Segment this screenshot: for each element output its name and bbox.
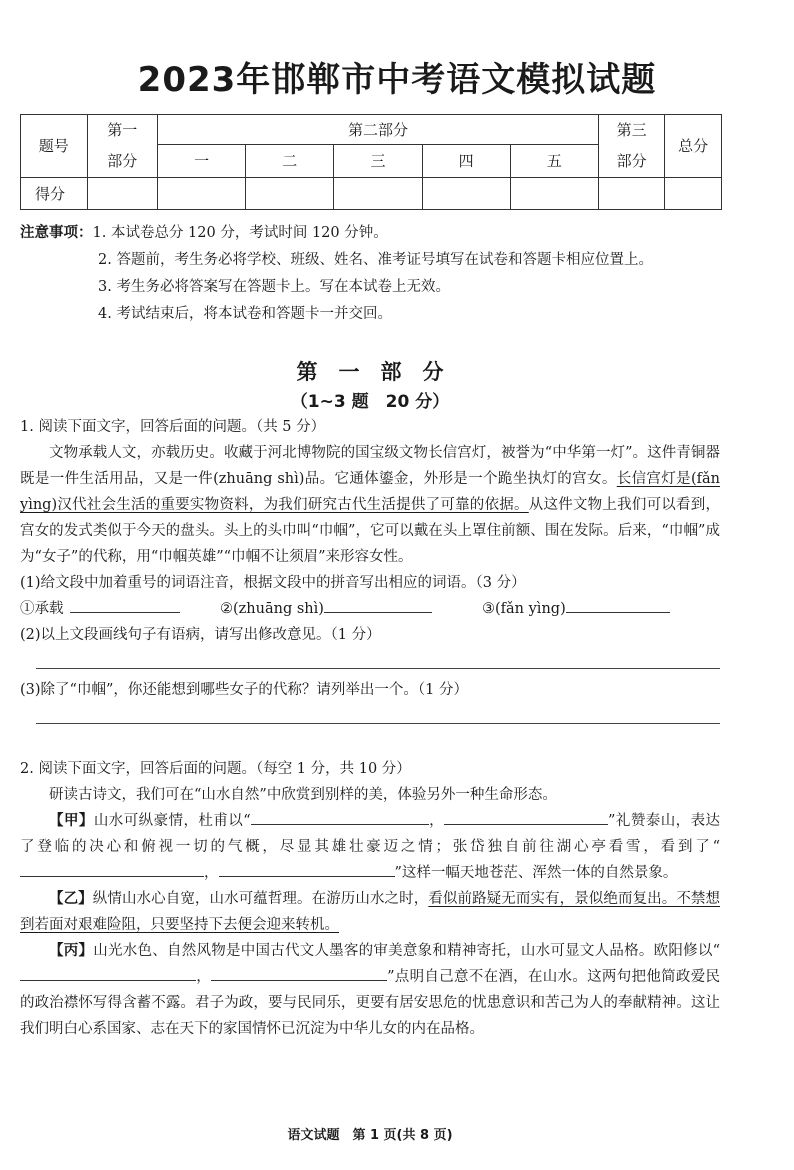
- score-input-s1[interactable]: [157, 177, 245, 209]
- q1-options: [20, 596, 720, 622]
- sub-2: 二: [246, 145, 334, 177]
- q2-comma-3: ，: [196, 969, 212, 985]
- q1-opt2-blank[interactable]: [324, 596, 432, 613]
- part1-cell: 第一: [87, 115, 157, 145]
- q2-bing: [20, 938, 720, 1042]
- score-input-s2[interactable]: [246, 177, 334, 209]
- question-2: [20, 756, 720, 1042]
- q2-stem: 2. 阅读下面文字，回答后面的问题。（每空 1 分，共 10 分）: [20, 761, 411, 777]
- q1-passage: [20, 440, 720, 570]
- q2-comma-1: ，: [428, 813, 445, 829]
- part3-cell: 第三: [598, 115, 664, 145]
- total-cell: 总分: [665, 115, 722, 178]
- score-input-total[interactable]: [665, 177, 722, 209]
- q1-sub3: (3)除了“巾帼”，你还能想到哪些女子的代称？请列举出一个。（1 分）: [20, 682, 468, 698]
- part1-title: 第 一 部 分: [296, 360, 444, 384]
- part1b-cell: 部分: [87, 145, 157, 177]
- note-1: 1. 本试卷总分 120 分，考试时间 120 分钟。: [92, 225, 388, 241]
- note-2: 2. 答题前，考生务必将学校、班级、姓名、准考证号填写在试卷和答题卡相应位置上。: [98, 252, 653, 268]
- note-3: 3. 考生务必将答案写在答题卡上。写在本试卷上无效。: [98, 279, 450, 295]
- notes: [20, 220, 653, 328]
- score-input-p1[interactable]: [87, 177, 157, 209]
- q2-intro: 研读古诗文，我们可在“山水自然”中欣赏到别样的美，体验另外一种生命形态。: [49, 787, 557, 803]
- q2-jia-label: 【甲】: [49, 812, 94, 829]
- q1-opt1-label: ①承载: [20, 601, 64, 617]
- page-title: 2023年邯郸市中考语文模拟试题: [137, 60, 657, 100]
- q1-opt1-blank[interactable]: [70, 596, 180, 613]
- part3b-cell: 部分: [598, 145, 664, 177]
- q1-sub3-answer-line[interactable]: [36, 709, 720, 724]
- page-footer: 语文试题 第 1 页(共 8 页): [287, 1128, 453, 1143]
- q1-sub1: (1)给文段中加着重号的词语注音，根据文段中的拼音写出相应的词语。（3 分）: [20, 575, 526, 591]
- q2-blank-6[interactable]: [211, 964, 387, 981]
- score-input-p3[interactable]: [598, 177, 664, 209]
- q1-opt3-label: ③(fǎn yìng): [482, 601, 566, 617]
- q2-blank-3[interactable]: [20, 860, 204, 877]
- q2-bing-a: 山光水色、自然风物是中国古代文人墨客的审美意象和精神寄托，山水可显文人品格。欧阳修以“: [93, 943, 720, 959]
- sub-1: 一: [157, 145, 245, 177]
- q1-sub2: (2)以上文段画线句子有语病，请写出修改意见。（1 分）: [20, 627, 381, 643]
- q2-yi-underlined: 看似前路疑无而实有，景似绝而复出。不禁想到若面对艰难险阻，只要坚持下去便会迎来转机。: [20, 891, 721, 933]
- q1-sub2-answer-line[interactable]: [36, 654, 720, 669]
- score-table: [20, 114, 722, 210]
- q1-passage-b: 从这件文物上我们可以看到，宫女的发式类似于今天的盘头。头上的头巾叫“巾帼”，它可以戴在头上罩住前额、围在发际。后来，“巾帼”成为“女子”的代称，用“巾帼英雄”“巾帼不让须眉”来形容女性。: [20, 497, 721, 565]
- q1-opt2-label: ②(zhuāng shì): [220, 601, 324, 617]
- q2-jia: [20, 808, 720, 886]
- sub-5: 五: [510, 145, 598, 177]
- q2-yi-a: 纵情山水心自宽，山水可蕴哲理。在游历山水之时，: [92, 891, 429, 907]
- part1-subtitle: （1~3 题 20 分）: [290, 392, 450, 412]
- score-input-s4[interactable]: [422, 177, 510, 209]
- q2-jia-a: 山水可纵豪情，杜甫以“: [93, 813, 251, 829]
- note-4: 4. 考试结束后，将本试卷和答题卡一并交回。: [98, 306, 392, 322]
- q1-opt3-blank[interactable]: [566, 596, 670, 613]
- defen-cell: 得分: [21, 177, 88, 209]
- part2-cell: 第二部分: [157, 115, 598, 145]
- tihao-cell: 题号: [21, 115, 88, 178]
- q2-comma-2: ，: [204, 865, 219, 881]
- question-1: [20, 414, 720, 732]
- q2-yi: [20, 886, 720, 938]
- q1-underlined-sentence: 长信宫灯是(fǎn yìng)汉代社会生活的重要实物资料，为我们研究古代生活提供了可靠的依据。: [20, 471, 721, 513]
- q1-stem: 1. 阅读下面文字，回答后面的问题。（共 5 分）: [20, 419, 326, 435]
- q2-bing-label: 【丙】: [49, 942, 94, 959]
- q2-jia-c: ”这样一幅天地苍茫、浑然一体的自然景象。: [394, 865, 678, 881]
- notes-label: 注意事项：: [20, 225, 93, 241]
- q2-yi-label: 【乙】: [49, 890, 93, 907]
- q2-bing-b: ”点明自己意不在酒，在山水。这两句把他简政爱民的政治襟怀写得含蓄不露。君子为政，要与民同乐，更要有居安思危的忧患意识和苦己为人的奉献精神。这让我们明白心系国家、志在天下的家国情怀已沉淀为中华儿女的内在品格。: [20, 969, 720, 1037]
- q1-passage-a: 文物承载人文，亦载历史。收藏于河北博物院的国宝级文物长信宫灯，被誉为“中华第一灯”。这件青铜器既是一件生活用品，又是一件(zhuāng shì)品。它通体鎏金，外形是一个跪坐执灯的宫女。: [20, 445, 720, 487]
- score-input-s5[interactable]: [510, 177, 598, 209]
- q2-blank-5[interactable]: [20, 964, 196, 981]
- q2-jia-b: ”礼赞泰山，表达了登临的决心和俯视一切的气概，尽显其雄壮豪迈之情；张岱独自前往湖心亭看雪，看到了“: [20, 813, 721, 855]
- sub-4: 四: [422, 145, 510, 177]
- score-input-s3[interactable]: [334, 177, 422, 209]
- sub-3: 三: [334, 145, 422, 177]
- q2-blank-2[interactable]: [444, 808, 608, 825]
- q2-blank-1[interactable]: [251, 808, 429, 825]
- q2-blank-4[interactable]: [219, 860, 395, 877]
